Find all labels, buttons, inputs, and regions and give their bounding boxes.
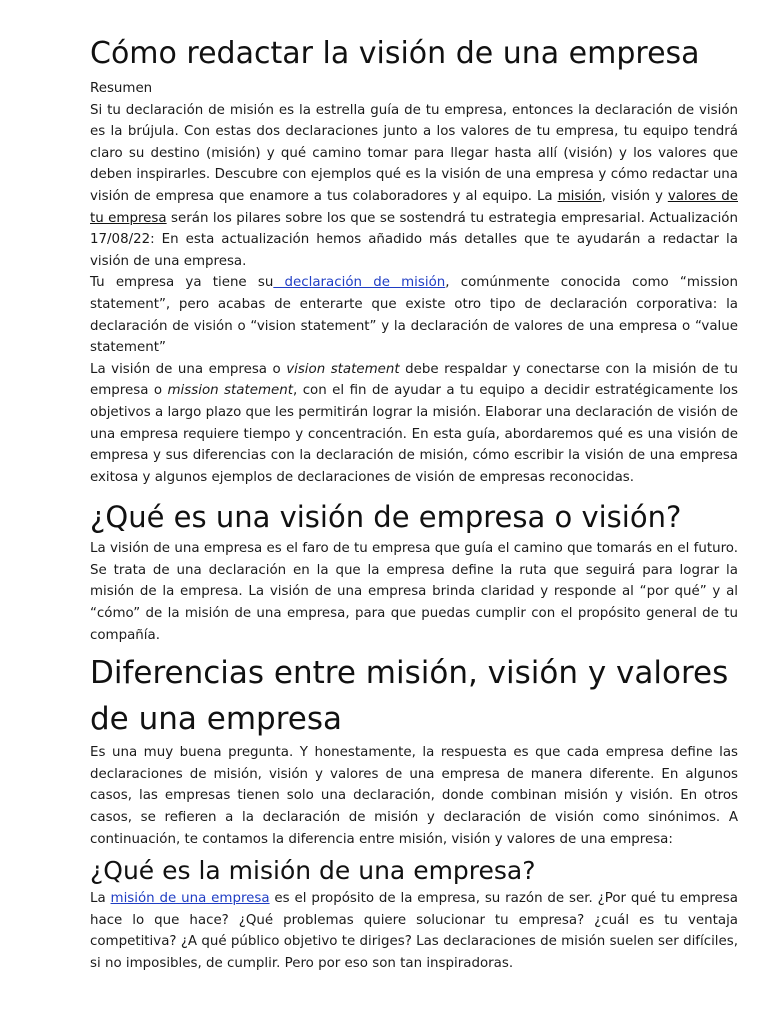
section-heading-vision: ¿Qué es una visión de empresa o visión? <box>90 500 682 535</box>
valores-link[interactable]: valores de tu empresa <box>90 188 738 226</box>
para3-text-1: La visión de una empresa o <box>90 361 287 377</box>
declaracion-mision-link[interactable]: declaración de misión <box>273 275 446 291</box>
section-text-vision: La visión de una empresa es el faro de tu empresa que guía el camino que tomarás en el futuro. Se trata de una declaración en la que la empresa define la ruta que seguirá para lograr la misión de la empresa. La visión de una empresa brinda claridad y responde al “por qué” y al “cómo” de la misión de una empresa, para que puedas cumplir con el propósito general de tu compañía. <box>90 541 738 643</box>
intro-text-2: , visión y <box>601 188 668 204</box>
paragraph-2 <box>90 272 738 358</box>
mision-text-1: La <box>90 891 111 907</box>
intro-paragraph <box>90 100 738 273</box>
para3-text-2: debe respaldar y conectarse con la misión de tu empresa o <box>90 361 738 399</box>
vision-statement-term: vision statement <box>286 361 400 377</box>
mision-link[interactable]: misión <box>557 188 602 204</box>
document-page <box>90 32 738 975</box>
para2-text-1: Tu empresa ya tiene su <box>90 275 274 291</box>
mision-text-2: es el propósito de la empresa, su razón de ser. ¿Por qué tu empresa hace lo que hace? ¿Qué problemas quiere solucionar tu empresa? ¿cuál es tu ventaja competitiva? ¿A qué público objetivo te diriges? Las declaraciones de misión suelen ser difíciles, si no imposibles, de cumplir. Pero por eso son tan inspiradoras. <box>90 891 738 971</box>
section-heading-diferencias: Diferencias entre misión, visión y valores de una empresa <box>90 655 729 738</box>
mission-statement-term: mission statement <box>167 383 293 399</box>
section-text-diferencias: Es una muy buena pregunta. Y honestamente, la respuesta es que cada empresa define las declaraciones de misión, visión y valores de una empresa de manera diferente. En algunos casos, las empresas tienen solo una declaración, donde combinan misión y visión. En otros casos, se refieren a la declaración de misión y declaración de visión como sinónimos. A continuación, te contamos la diferencia entre misión, visión y valores de una empresa: <box>90 745 738 847</box>
section-heading-mision: ¿Qué es la misión de una empresa? <box>90 856 536 886</box>
para2-text-2: , comúnmente conocida como “mission statement”, pero acabas de enterarte que existe otro tipo de declaración corporativa: la declaración de visión o “vision statement” y la declaración de valores de una empresa o “value statement” <box>90 275 738 356</box>
paragraph-3 <box>90 359 738 489</box>
mision-empresa-link[interactable]: misión de una empresa <box>110 891 270 907</box>
intro-text-3: serán los pilares sobre los que se sostendrá tu estrategia empresarial. Actualización 17/08/22: En esta actualización hemos añadido más detalles que te ayudarán a redactar la visión de una empresa. <box>90 210 738 269</box>
summary-label: Resumen <box>90 81 153 96</box>
section-text-mision <box>90 888 738 974</box>
para3-text-3: , con el fin de ayudar a tu equipo a decidir estratégicamente los objetivos a largo plazo que les permitirán lograr la misión. Elaborar una declaración de visión de una empresa requiere tiempo y concentración. En esta guía, abordaremos qué es una visión de empresa y sus diferencias con la declaración de misión, cómo escribir la visión de una empresa exitosa y algunos ejemplos de declaraciones de visión de empresas reconocidas. <box>90 383 738 485</box>
page-title: Cómo redactar la visión de una empresa <box>90 36 700 71</box>
intro-text-1: Si tu declaración de misión es la estrella guía de tu empresa, entonces la declaración de visión es la brújula. Con estas dos declaraciones junto a los valores de tu empresa, tu equipo tendrá claro su destino (misión) y qué camino tomar para llegar hasta allí (visión) y los valores que deben inspirarles. Descubre con ejemplos qué es la visión de una empresa y cómo redactar una visión de empresa que enamore a tus colaboradores y al equipo. La <box>90 102 738 204</box>
